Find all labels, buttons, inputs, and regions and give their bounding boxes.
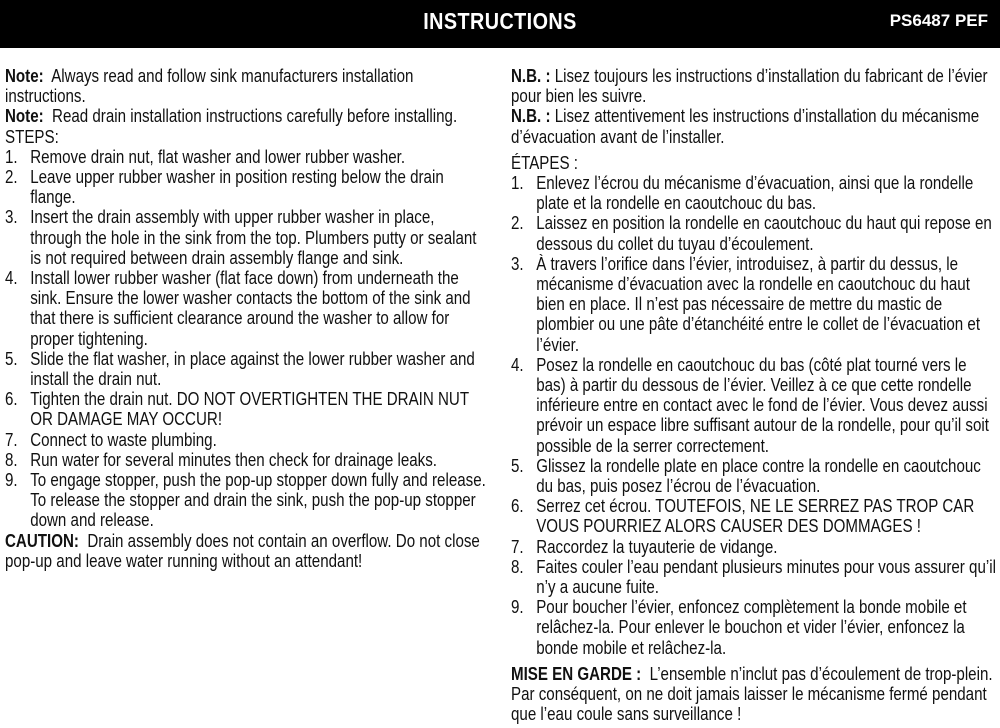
- step-text: Insert the drain assembly with upper rubber washer in place, through the hole in the sink from the top. Plumbers putty or sealant is not required between drain assembly flange and sink.: [30, 207, 477, 268]
- step-text: Slide the flat washer, in place against the lower rubber washer and install the drain nut.: [30, 348, 475, 390]
- step-number: 5.: [511, 455, 524, 476]
- step-text: Pour boucher l’évier, enfoncez complètement la bonde mobile et relâchez-la. Pour enlever le bouchon et vider l’évier, enfoncez la bonde mobile et relâchez-la.: [536, 597, 967, 658]
- caution-label: MISE EN GARDE :: [511, 663, 642, 684]
- step-number: 4.: [5, 268, 18, 289]
- steps-heading: ÉTAPES :: [511, 152, 578, 173]
- step-item: [5, 147, 489, 167]
- step-item: [5, 207, 489, 268]
- step-item: [5, 349, 489, 389]
- step-text: Leave upper rubber washer in position resting below the drain flange.: [30, 167, 444, 208]
- steps-list: [511, 173, 998, 658]
- step-number: 2.: [5, 167, 18, 188]
- note-label: N.B. :: [511, 66, 551, 86]
- step-number: 7.: [5, 429, 18, 450]
- note-2: [5, 106, 489, 126]
- step-text: À travers l’orifice dans l’évier, introduisez, à partir du dessus, le mécanisme d’évacuation avec la rondelle en caoutchouc du haut bien en place. Il n’est pas nécessaire de mettre du mastic de plombier ou une pâte d’étanchéité entre le collet de l’évacuation et l’évier.: [536, 253, 981, 355]
- steps-heading: STEPS:: [5, 126, 59, 147]
- step-number: 9.: [511, 597, 524, 618]
- note-text: Read drain installation instructions carefully before installing.: [52, 106, 458, 127]
- step-text: Raccordez la tuyauterie de vidange.: [536, 536, 778, 557]
- step-item: [5, 430, 489, 450]
- french-column: [511, 66, 998, 725]
- step-text: Serrez cet écrou. TOUTEFOIS, NE LE SERREZ PAS TROP CAR VOUS POURRIEZ ALORS CAUSER DES DOMMAGES !: [536, 496, 975, 537]
- step-number: 1.: [511, 173, 524, 194]
- note-label: Note:: [5, 106, 44, 127]
- step-number: 9.: [5, 470, 18, 491]
- step-text: Laissez en position la rondelle en caoutchouc du haut qui repose en dessous du collet du tuyau d’écoulement.: [536, 213, 992, 254]
- step-number: 1.: [5, 146, 18, 167]
- step-text: Connect to waste plumbing.: [30, 429, 217, 450]
- step-item: [5, 389, 489, 429]
- step-text: Remove drain nut, flat washer and lower rubber washer.: [30, 146, 406, 167]
- header-bar: [0, 0, 1000, 48]
- note-text: Lisez attentivement les instructions d’installation du mécanisme d’évacuation avant de l’installer.: [511, 106, 980, 147]
- step-item: [5, 268, 489, 349]
- steps-list: [5, 147, 489, 531]
- step-number: 2.: [511, 213, 524, 234]
- step-number: 3.: [511, 253, 524, 274]
- step-item: [511, 557, 998, 597]
- step-item: [511, 254, 998, 355]
- step-number: 4.: [511, 354, 524, 375]
- step-item: [5, 167, 489, 207]
- step-number: 7.: [511, 536, 524, 557]
- step-item: [511, 355, 998, 456]
- step-text: Posez la rondelle en caoutchouc du bas (côté plat tourné vers le bas) à partir du dessous de l’évier. Veillez à ce que cette rondelle inférieure entre en contact avec le fond de l’évier. Vous devez aussi prévoir un espace libre suffisant autour de la rondelle, pour qu’il soit possible de la serrer correctement.: [536, 354, 989, 456]
- note-text: Always read and follow sink manufacturers installation instructions.: [5, 66, 414, 107]
- page-title: INSTRUCTIONS: [423, 8, 577, 34]
- step-item: [511, 597, 998, 658]
- step-number: 6.: [511, 496, 524, 517]
- caution-paragraph: [5, 531, 489, 571]
- caution-label: CAUTION:: [5, 530, 79, 551]
- note-1: [511, 66, 998, 106]
- english-column: [5, 66, 489, 571]
- step-number: 6.: [5, 389, 18, 410]
- step-number: 8.: [511, 556, 524, 577]
- step-text: To engage stopper, push the pop-up stopper down fully and release. To release the stopper and drain the sink, push the pop-up stopper down and release.: [30, 470, 486, 531]
- note-1: [5, 66, 489, 106]
- step-item: [511, 213, 998, 253]
- caution-text: Drain assembly does not contain an overflow. Do not close pop-up and leave water running without an attendant!: [5, 530, 480, 571]
- step-number: 5.: [5, 348, 18, 369]
- step-item: [511, 173, 998, 213]
- note-label: Note:: [5, 66, 44, 86]
- note-text: Lisez toujours les instructions d’installation du fabricant de l’évier pour bien les suivre.: [511, 66, 988, 107]
- caution-text: L’ensemble n’inclut pas d’écoulement de trop-plein. Par conséquent, on ne doit jamais laisser le mécanisme fermé pendant que l’eau coule sans surveillance !: [511, 663, 993, 725]
- step-item: [511, 456, 998, 496]
- note-label: N.B. :: [511, 106, 551, 127]
- step-text: Tighten the drain nut. DO NOT OVERTIGHTEN THE DRAIN NUT OR DAMAGE MAY OCCUR!: [30, 389, 469, 430]
- step-item: [511, 496, 998, 536]
- step-item: [511, 537, 998, 557]
- caution-paragraph: [511, 664, 998, 725]
- note-2: [511, 106, 998, 146]
- step-text: Enlevez l’écrou du mécanisme d’évacuation, ainsi que la rondelle plate et la rondelle en caoutchouc du bas.: [536, 173, 974, 214]
- product-code: PS6487 PEF: [889, 11, 988, 30]
- step-text: Run water for several minutes then check for drainage leaks.: [30, 449, 437, 470]
- step-item: [5, 450, 489, 470]
- step-text: Install lower rubber washer (flat face down) from underneath the sink. Ensure the lower washer contacts the bottom of the sink and that there is sufficient clearance around the washer to allow for proper tightening.: [30, 268, 471, 349]
- step-text: Faites couler l’eau pendant plusieurs minutes pour vous assurer qu’il n’y a aucune fuite.: [536, 556, 996, 598]
- step-item: [5, 470, 489, 531]
- step-number: 8.: [5, 449, 18, 470]
- step-number: 3.: [5, 207, 18, 228]
- step-text: Glissez la rondelle plate en place contre la rondelle en caoutchouc du bas, puis posez l’écrou de l’évacuation.: [536, 455, 981, 497]
